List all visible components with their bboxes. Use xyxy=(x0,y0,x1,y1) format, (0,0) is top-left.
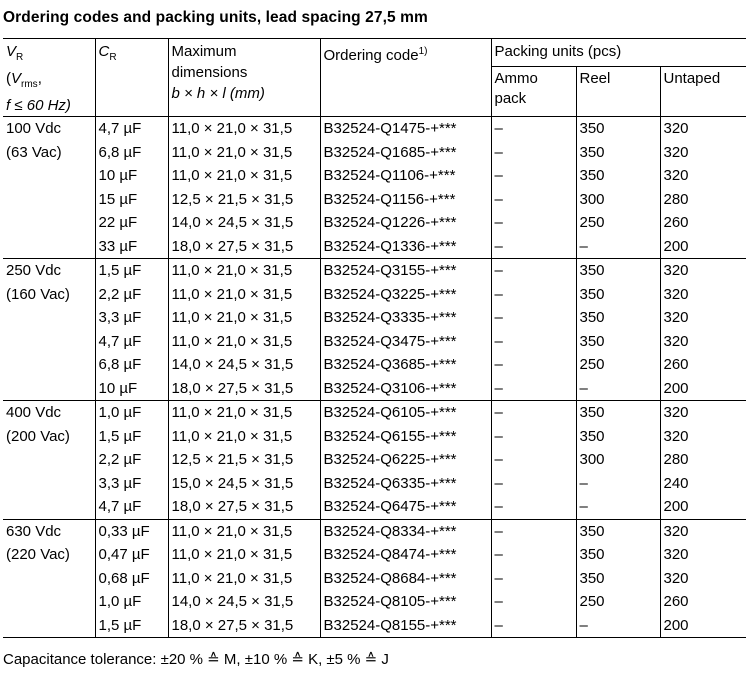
untaped-cell: 320 xyxy=(660,164,746,188)
reel-cell: – xyxy=(576,495,660,519)
dimensions-cell: 11,0 × 21,0 × 31,5 xyxy=(168,164,320,188)
dimensions-cell: 11,0 × 21,0 × 31,5 xyxy=(168,283,320,307)
capacitance-tolerance-note: Capacitance tolerance: ±20 % ≙ M, ±10 % ≙ K, ±5 % ≙ J xyxy=(3,651,389,668)
capacitance-cell: 1,5 µF xyxy=(95,425,168,449)
reel-cell: – xyxy=(576,614,660,638)
rated-voltage-vac: (160 Vac) xyxy=(6,285,70,303)
ordering-code-cell: B32524-Q1226-+*** xyxy=(320,211,491,235)
rated-voltage-empty xyxy=(3,330,95,354)
ordering-code-cell: B32524-Q6225-+*** xyxy=(320,448,491,472)
ordering-code-cell: B32524-Q6475-+*** xyxy=(320,495,491,519)
ammo-pack-cell: – xyxy=(491,567,576,591)
rated-voltage-empty xyxy=(3,306,95,330)
table-row xyxy=(3,590,746,614)
ordering-code-cell: B32524-Q8105-+*** xyxy=(320,590,491,614)
capacitance-cell: 6,8 µF xyxy=(95,141,168,165)
ammo-pack-cell: – xyxy=(491,306,576,330)
reel-cell: 350 xyxy=(576,567,660,591)
capacitance-cell: 0,33 µF xyxy=(95,519,168,543)
rated-voltage-vac: (200 Vac) xyxy=(6,427,70,445)
reel-cell: 350 xyxy=(576,306,660,330)
dimensions-cell: 12,5 × 21,5 × 31,5 xyxy=(168,188,320,212)
header-ordering-code: Ordering code$^{1)}$ xyxy=(320,39,491,117)
table-row xyxy=(3,188,746,212)
rated-voltage-empty xyxy=(3,377,95,401)
rated-voltage-empty xyxy=(3,188,95,212)
ammo-pack-cell: – xyxy=(491,330,576,354)
dimensions-cell: 11,0 × 21,0 × 31,5 xyxy=(168,425,320,449)
ammo-pack-cell: – xyxy=(491,117,576,141)
table-row xyxy=(3,353,746,377)
ordering-code-cell: B32524-Q3335-+*** xyxy=(320,306,491,330)
ammo-pack-cell: – xyxy=(491,188,576,212)
table-row xyxy=(3,401,746,425)
reel-cell: – xyxy=(576,377,660,401)
rated-voltage-vac: (63 Vac) xyxy=(6,143,62,161)
dimensions-cell: 11,0 × 21,0 × 31,5 xyxy=(168,259,320,283)
ordering-code-cell: B32524-Q1156-+*** xyxy=(320,188,491,212)
ordering-code-cell: B32524-Q3475-+*** xyxy=(320,330,491,354)
untaped-cell: 260 xyxy=(660,211,746,235)
header-max-dimensions: Maximum dimensions b × h × l (mm) xyxy=(168,39,320,117)
ammo-pack-cell: – xyxy=(491,283,576,307)
reel-cell: 250 xyxy=(576,353,660,377)
ammo-pack-cell: – xyxy=(491,495,576,519)
header-ammo-pack: Ammo pack xyxy=(491,66,576,116)
rated-voltage-vdc: 400 Vdc xyxy=(3,401,95,425)
capacitance-cell: 6,8 µF xyxy=(95,353,168,377)
ordering-code-cell: B32524-Q6105-+*** xyxy=(320,401,491,425)
dimensions-cell: 18,0 × 27,5 × 31,5 xyxy=(168,495,320,519)
untaped-cell: 320 xyxy=(660,543,746,567)
capacitance-cell: 1,0 µF xyxy=(95,590,168,614)
dimensions-cell: 12,5 × 21,5 × 31,5 xyxy=(168,448,320,472)
capacitance-cell: 33 µF xyxy=(95,235,168,259)
ordering-code-cell: B32524-Q8334-+*** xyxy=(320,519,491,543)
table-row xyxy=(3,235,746,259)
table-row xyxy=(3,448,746,472)
dimensions-cell: 15,0 × 24,5 × 31,5 xyxy=(168,472,320,496)
ordering-code-cell: B32524-Q8684-+*** xyxy=(320,567,491,591)
reel-cell: 250 xyxy=(576,590,660,614)
untaped-cell: 200 xyxy=(660,235,746,259)
dimensions-cell: 11,0 × 21,0 × 31,5 xyxy=(168,306,320,330)
capacitance-cell: 4,7 µF xyxy=(95,495,168,519)
dimensions-cell: 18,0 × 27,5 × 31,5 xyxy=(168,614,320,638)
capacitance-cell: 2,2 µF xyxy=(95,283,168,307)
reel-cell: 350 xyxy=(576,425,660,449)
rated-voltage-empty xyxy=(3,567,95,591)
capacitance-cell: 2,2 µF xyxy=(95,448,168,472)
capacitance-cell: 0,68 µF xyxy=(95,567,168,591)
capacitance-cell: 3,3 µF xyxy=(95,472,168,496)
rated-voltage-empty xyxy=(3,353,95,377)
capacitance-cell: 1,0 µF xyxy=(95,401,168,425)
dimensions-cell: 18,0 × 27,5 × 31,5 xyxy=(168,235,320,259)
table-row xyxy=(3,117,746,141)
ammo-pack-cell: – xyxy=(491,235,576,259)
reel-cell: 350 xyxy=(576,164,660,188)
reel-cell: 350 xyxy=(576,330,660,354)
capacitance-cell: 22 µF xyxy=(95,211,168,235)
untaped-cell: 200 xyxy=(660,614,746,638)
reel-cell: 350 xyxy=(576,543,660,567)
table-row xyxy=(3,377,746,401)
rated-voltage-vdc: 630 Vdc xyxy=(3,519,95,543)
untaped-cell: 260 xyxy=(660,353,746,377)
rated-voltage-empty xyxy=(3,590,95,614)
ordering-code-cell: B32524-Q3225-+*** xyxy=(320,283,491,307)
untaped-cell: 240 xyxy=(660,472,746,496)
untaped-cell: 320 xyxy=(660,259,746,283)
reel-cell: 300 xyxy=(576,188,660,212)
ordering-code-cell: B32524-Q8155-+*** xyxy=(320,614,491,638)
untaped-cell: 320 xyxy=(660,141,746,165)
reel-cell: 350 xyxy=(576,117,660,141)
header-vr: $V_R$ ($V_{rms}$, f ≤ 60 Hz) xyxy=(3,39,95,117)
rated-voltage-empty xyxy=(3,211,95,235)
dimensions-cell: 14,0 × 24,5 × 31,5 xyxy=(168,211,320,235)
ordering-code-cell: B32524-Q8474-+*** xyxy=(320,543,491,567)
untaped-cell: 200 xyxy=(660,495,746,519)
table-row xyxy=(3,283,746,307)
ordering-code-cell: B32524-Q3155-+*** xyxy=(320,259,491,283)
ammo-pack-cell: – xyxy=(491,164,576,188)
untaped-cell: 320 xyxy=(660,567,746,591)
dimensions-cell: 11,0 × 21,0 × 31,5 xyxy=(168,401,320,425)
rated-voltage-empty xyxy=(3,164,95,188)
ammo-pack-cell: – xyxy=(491,590,576,614)
reel-cell: 350 xyxy=(576,283,660,307)
untaped-cell: 320 xyxy=(660,330,746,354)
reel-cell: 300 xyxy=(576,448,660,472)
rated-voltage-empty xyxy=(3,235,95,259)
ordering-code-cell: B32524-Q6155-+*** xyxy=(320,425,491,449)
dimensions-cell: 11,0 × 21,0 × 31,5 xyxy=(168,117,320,141)
rated-voltage-vdc: 100 Vdc xyxy=(3,117,95,141)
untaped-cell: 320 xyxy=(660,117,746,141)
ordering-code-cell: B32524-Q3685-+*** xyxy=(320,353,491,377)
table-row xyxy=(3,164,746,188)
dimensions-cell: 11,0 × 21,0 × 31,5 xyxy=(168,330,320,354)
ammo-pack-cell: – xyxy=(491,259,576,283)
ordering-code-cell: B32524-Q3106-+*** xyxy=(320,377,491,401)
page-title: Ordering codes and packing units, lead spacing 27,5 mm xyxy=(3,9,428,26)
rated-voltage-empty xyxy=(3,614,95,638)
ordering-code-cell: B32524-Q1336-+*** xyxy=(320,235,491,259)
reel-cell: 350 xyxy=(576,141,660,165)
untaped-cell: 280 xyxy=(660,188,746,212)
ammo-pack-cell: – xyxy=(491,211,576,235)
ammo-pack-cell: – xyxy=(491,425,576,449)
ammo-pack-cell: – xyxy=(491,519,576,543)
untaped-cell: 200 xyxy=(660,377,746,401)
header-packing-units: Packing units (pcs) xyxy=(491,39,746,67)
capacitance-cell: 1,5 µF xyxy=(95,259,168,283)
table-row xyxy=(3,567,746,591)
capacitance-cell: 4,7 µF xyxy=(95,330,168,354)
table-row xyxy=(3,211,746,235)
header-reel: Reel xyxy=(576,66,660,116)
capacitance-cell: 10 µF xyxy=(95,164,168,188)
ammo-pack-cell: – xyxy=(491,353,576,377)
capacitance-cell: 3,3 µF xyxy=(95,306,168,330)
table-row xyxy=(3,614,746,638)
reel-cell: 350 xyxy=(576,259,660,283)
ordering-codes-table xyxy=(3,38,746,638)
dimensions-cell: 18,0 × 27,5 × 31,5 xyxy=(168,377,320,401)
table-body xyxy=(3,117,746,638)
ordering-code-cell: B32524-Q1475-+*** xyxy=(320,117,491,141)
reel-cell: 350 xyxy=(576,519,660,543)
untaped-cell: 260 xyxy=(660,590,746,614)
ordering-code-cell: B32524-Q6335-+*** xyxy=(320,472,491,496)
dimensions-cell: 11,0 × 21,0 × 31,5 xyxy=(168,141,320,165)
capacitance-cell: 1,5 µF xyxy=(95,614,168,638)
ammo-pack-cell: – xyxy=(491,614,576,638)
ammo-pack-cell: – xyxy=(491,141,576,165)
untaped-cell: 320 xyxy=(660,519,746,543)
ordering-code-cell: B32524-Q1685-+*** xyxy=(320,141,491,165)
dimensions-cell: 11,0 × 21,0 × 31,5 xyxy=(168,519,320,543)
dimensions-cell: 11,0 × 21,0 × 31,5 xyxy=(168,567,320,591)
table-row xyxy=(3,259,746,283)
capacitance-cell: 10 µF xyxy=(95,377,168,401)
reel-cell: – xyxy=(576,472,660,496)
untaped-cell: 320 xyxy=(660,425,746,449)
ammo-pack-cell: – xyxy=(491,472,576,496)
untaped-cell: 320 xyxy=(660,283,746,307)
rated-voltage-empty xyxy=(3,495,95,519)
table-row xyxy=(3,495,746,519)
dimensions-cell: 14,0 × 24,5 × 31,5 xyxy=(168,353,320,377)
ammo-pack-cell: – xyxy=(491,401,576,425)
reel-cell: – xyxy=(576,235,660,259)
ammo-pack-cell: – xyxy=(491,377,576,401)
table-row xyxy=(3,425,746,449)
rated-voltage-vac: (220 Vac) xyxy=(6,546,70,563)
table-row xyxy=(3,519,746,543)
untaped-cell: 320 xyxy=(660,306,746,330)
table-row xyxy=(3,306,746,330)
reel-cell: 250 xyxy=(576,211,660,235)
untaped-cell: 320 xyxy=(660,401,746,425)
ammo-pack-cell: – xyxy=(491,448,576,472)
capacitance-cell: 15 µF xyxy=(95,188,168,212)
header-untaped: Untaped xyxy=(660,66,746,116)
rated-voltage-empty xyxy=(3,448,95,472)
table-row xyxy=(3,141,746,165)
reel-cell: 350 xyxy=(576,401,660,425)
capacitance-cell: 4,7 µF xyxy=(95,117,168,141)
table-row xyxy=(3,543,746,567)
capacitance-cell: 0,47 µF xyxy=(95,543,168,567)
untaped-cell: 280 xyxy=(660,448,746,472)
rated-voltage-vdc: 250 Vdc xyxy=(3,259,95,283)
table-row xyxy=(3,330,746,354)
rated-voltage-empty xyxy=(3,472,95,496)
dimensions-cell: 14,0 × 24,5 × 31,5 xyxy=(168,590,320,614)
table-row xyxy=(3,472,746,496)
dimensions-cell: 11,0 × 21,0 × 31,5 xyxy=(168,543,320,567)
header-cr: $C_R$ xyxy=(95,39,168,117)
ammo-pack-cell: – xyxy=(491,543,576,567)
ordering-code-cell: B32524-Q1106-+*** xyxy=(320,164,491,188)
